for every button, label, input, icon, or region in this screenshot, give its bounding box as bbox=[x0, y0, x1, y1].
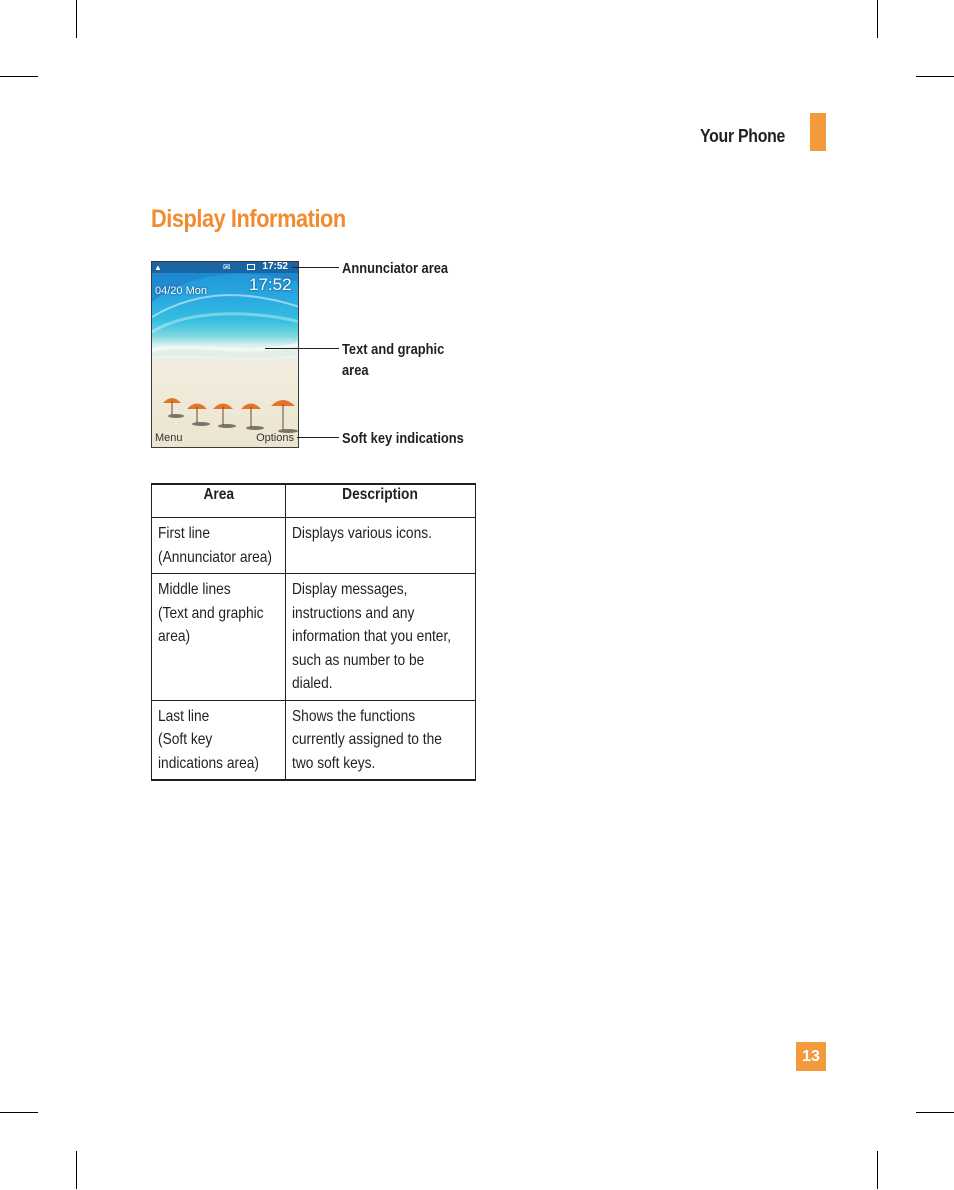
page-heading: Display Information bbox=[151, 205, 346, 233]
right-softkey-label: Options bbox=[256, 432, 294, 444]
annunciator-bar bbox=[152, 262, 298, 273]
callout-text-graphic-area: Text and graphic area bbox=[342, 341, 445, 379]
table-cell-description: Displays various icons. bbox=[285, 518, 475, 574]
message-icon: ✉ bbox=[223, 262, 231, 272]
status-clock: 17:52 bbox=[262, 261, 288, 272]
callout-annunciator-area: Annunciator area bbox=[342, 260, 449, 277]
battery-icon bbox=[247, 264, 255, 270]
phone-display-illustration bbox=[151, 261, 299, 448]
umbrella-group bbox=[163, 398, 298, 433]
crop-mark bbox=[0, 76, 38, 77]
section-tab-marker bbox=[810, 113, 826, 151]
callout-soft-key-indications: Soft key indications bbox=[342, 430, 464, 447]
left-softkey-label: Menu bbox=[155, 432, 183, 444]
table-header-row bbox=[152, 484, 476, 518]
time-label: 17:52 bbox=[249, 275, 292, 294]
table-cell-area: Middle lines (Text and graphic area) bbox=[152, 574, 286, 701]
table-cell-area: First line (Annunciator area) bbox=[152, 518, 286, 574]
date-label: 04/20 Mon bbox=[155, 285, 207, 297]
crop-mark bbox=[877, 1151, 878, 1189]
table-header-description: Description bbox=[285, 484, 475, 518]
table-header-area: Area bbox=[152, 484, 286, 518]
table-row bbox=[152, 700, 476, 780]
crop-mark bbox=[0, 1112, 38, 1113]
callout-line-annunciator bbox=[292, 267, 339, 268]
callout-line-soft-key bbox=[297, 437, 339, 438]
crop-mark bbox=[916, 76, 954, 77]
display-info-table bbox=[151, 483, 476, 781]
table-cell-description: Display messages, instructions and any information that you enter, such as number to be dialed. bbox=[285, 574, 475, 701]
crop-mark bbox=[916, 1112, 954, 1113]
page-number: 13 bbox=[796, 1042, 826, 1071]
table-cell-description: Shows the functions currently assigned to the two soft keys. bbox=[285, 700, 475, 780]
crop-mark bbox=[877, 0, 878, 38]
section-title: Your Phone bbox=[700, 126, 786, 146]
table-row bbox=[152, 574, 476, 701]
table-row bbox=[152, 518, 476, 574]
table-cell-area: Last line (Soft key indications area) bbox=[152, 700, 286, 780]
signal-icon: ▲ bbox=[154, 263, 162, 272]
crop-mark bbox=[76, 1151, 77, 1189]
callout-line-text-graphic bbox=[265, 348, 339, 349]
crop-mark bbox=[76, 0, 77, 38]
